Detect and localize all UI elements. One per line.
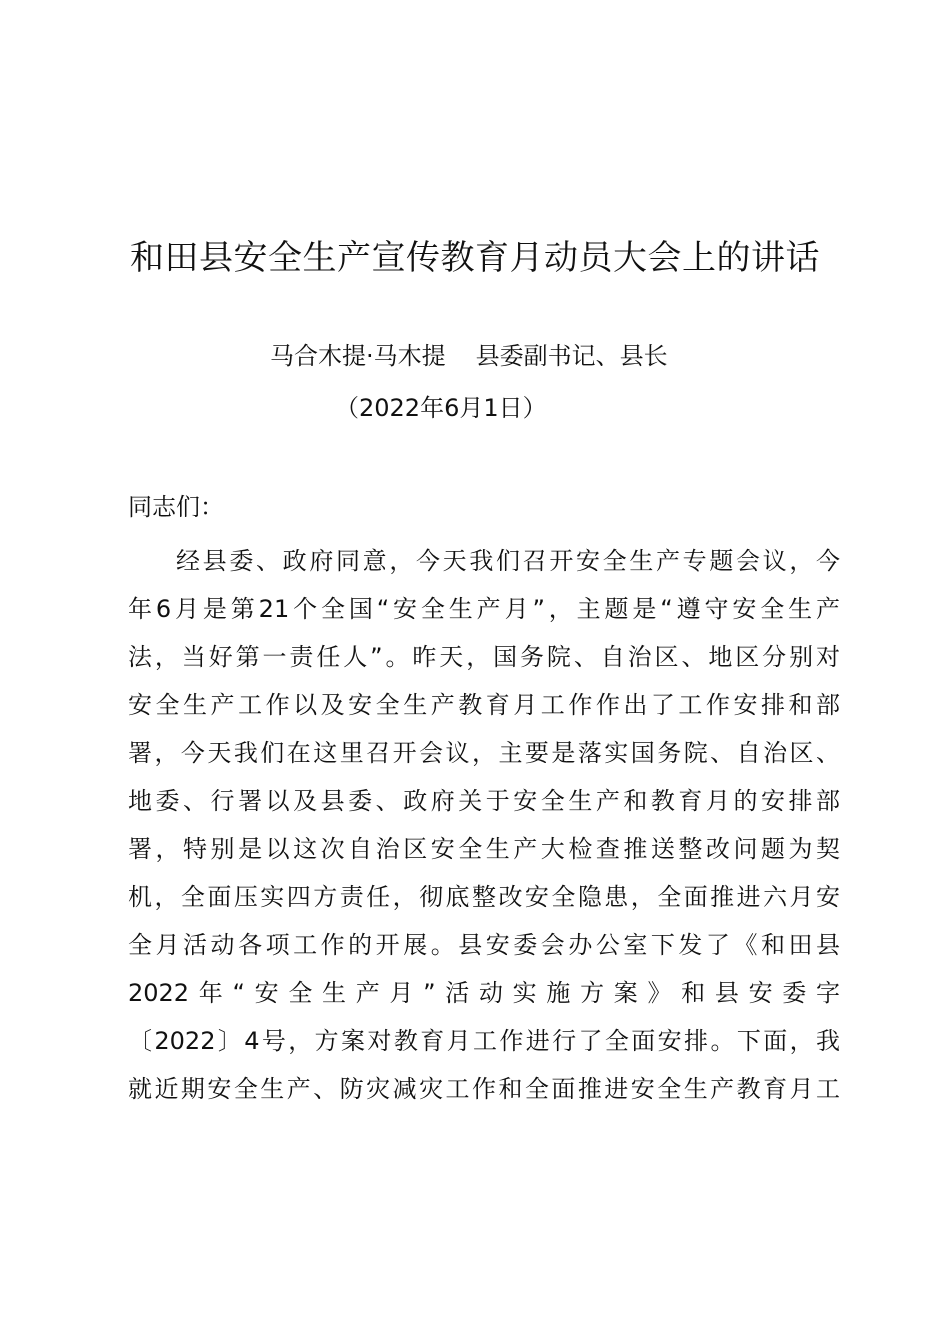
document-title: 和田县安全生产宣传教育月动员大会上的讲话: [130, 238, 820, 278]
body-line: 署，今天我们在这里召开会议，主要是落实国务院、自治区、: [128, 739, 840, 767]
body-line: 机，全面压实四方责任，彻底整改安全隐患，全面推进六月安: [128, 883, 840, 911]
body-paragraph: [128, 537, 840, 1113]
body-line: 法，当好第一责任人”。昨天，国务院、自治区、地区分别对: [128, 643, 840, 671]
body-line: 〔2022〕4号，方案对教育月工作进行了全面安排。下面，我: [128, 1027, 840, 1055]
body-line: 地委、行署以及县委、政府关于安全生产和教育月的安排部: [128, 787, 840, 815]
speaker-byline: [270, 338, 668, 374]
body-line: 就近期安全生产、防灾减灾工作和全面推进安全生产教育月工: [128, 1075, 840, 1103]
body-line: 经县委、政府同意，今天我们召开安全生产专题会议，今: [176, 547, 840, 575]
body-line: 安全生产工作以及安全生产教育月工作作出了工作安排和部: [128, 691, 840, 719]
body-line: 署，特别是以这次自治区安全生产大检查推送整改问题为契: [128, 835, 840, 863]
body-line: 年6月是第21个全国“安全生产月”，主题是“遵守安全生产: [128, 595, 840, 623]
salutation: 同志们：: [128, 493, 224, 521]
body-line: 2022年“安全生产月”活动实施方案》和县安委字: [128, 979, 840, 1007]
speech-date: （2022年6月1日）: [335, 394, 547, 422]
body-line: 全月活动各项工作的开展。县安委会办公室下发了《和田县: [128, 931, 840, 959]
speaker-role: 县委副书记、县长: [475, 342, 668, 370]
speaker-name: 马合木提·马木提: [270, 342, 446, 370]
